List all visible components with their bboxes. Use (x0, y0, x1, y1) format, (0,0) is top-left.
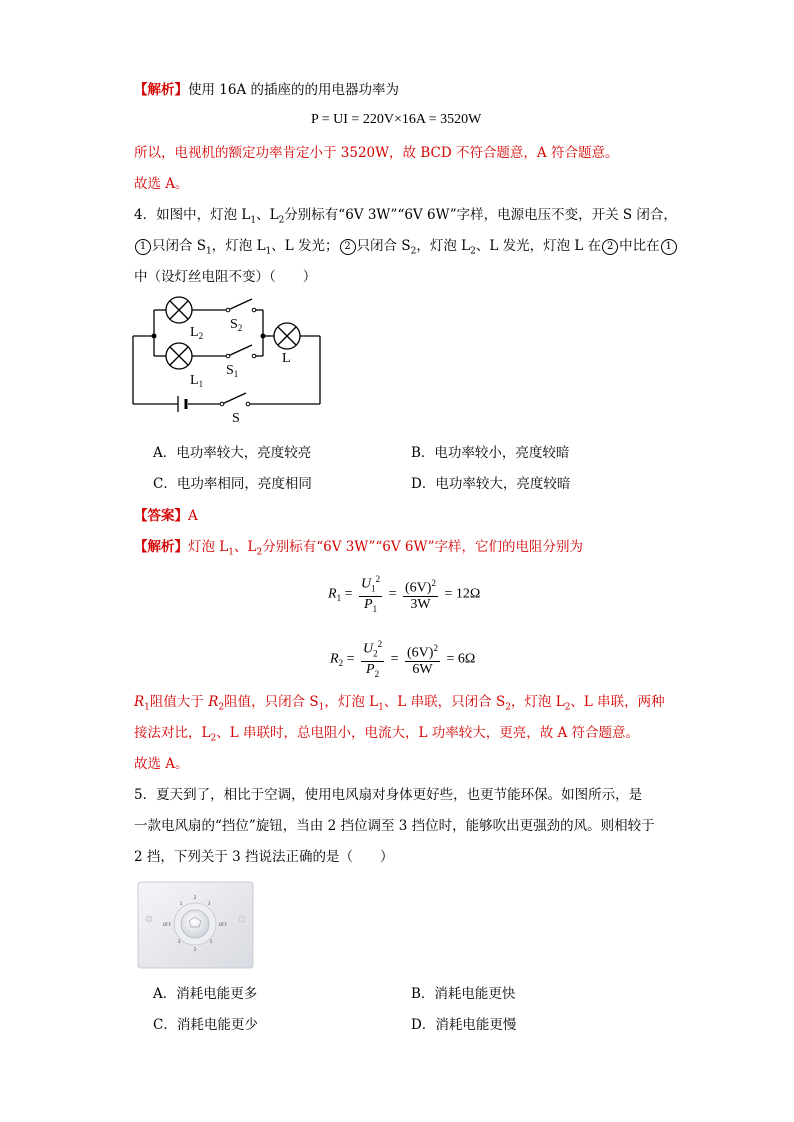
label-l: L (282, 351, 291, 366)
circled-number: 2 (340, 239, 356, 255)
q5-option-a[interactable]: A．消耗电能更多 (153, 986, 258, 1002)
option-c[interactable]: C．电功率相同，亮度相同 (153, 476, 312, 492)
q5-line-3: 2 挡，下列关于 3 挡说法正确的是（ ） (134, 849, 394, 865)
fan-knob-image (137, 881, 254, 969)
option-a[interactable]: A．电功率较大，亮度较亮 (153, 445, 312, 461)
equation-r1: $R_1$ = $\frac{U_1^2}{P_1}$ = $\frac{(6V)^2}{3W}$ = 12Ω (328, 571, 480, 617)
q5-option-b[interactable]: B．消耗电能更快 (411, 986, 516, 1002)
svg-text:2: 2 (193, 948, 197, 953)
option-d[interactable]: D．电功率较大，亮度较暗 (411, 476, 571, 492)
q4-line-1: 4．如图中，灯泡 $L_1$、$L_2$分别标有“6V 3W”“6V 6W”字样，电源电压不变，开关 S 闭合， (134, 207, 677, 226)
svg-text:1: 1 (209, 940, 213, 945)
analysis-conclusion: 所以，电视机的额定功率肯定小于 3520W，故 BCD 不符合题意，A 符合题意。 (134, 145, 619, 161)
label-s: S (232, 411, 240, 424)
circled-number: 1 (661, 239, 677, 255)
q5-option-d[interactable]: D．消耗电能更慢 (411, 1017, 517, 1033)
svg-text:1: 1 (179, 902, 183, 907)
label-l2: $L_2$ (190, 325, 204, 341)
q4-answer: 【答案】A (134, 508, 198, 524)
label-s1: $S_1$ (226, 363, 239, 379)
svg-text:OFF: OFF (162, 923, 172, 928)
q4-line-2: 1 只闭合 $S_1$，灯泡 $L_1$、L 发光； 2 只闭合 $S_2$，灯泡 $L_2$、L 发光，灯泡 L 在 2 中比在 1 (134, 236, 678, 262)
q4-line-3: 中（设灯丝电阻不变）（ ） (134, 269, 317, 285)
q4-explanation-2: 接法对比，$L_2$、L 串联时，总电阻小，电流大，L 功率较大，更亮，故 A 符合题意。 (134, 725, 640, 744)
q5-line-1: 5．夏天到了，相比于空调，使用电风扇对身体更好些，也更节能环保。如图所示，是 (134, 787, 643, 803)
circled-number: 2 (602, 239, 618, 255)
q5-line-2: 一款电风扇的“挡位”旋钮，当由 2 挡位调至 3 挡位时，能够吹出更强劲的风。则相较于 (134, 818, 655, 834)
label-l1: $L_1$ (190, 373, 204, 389)
q4-explanation-1: $R_1$阻值大于 $R_2$阻值，只闭合 $S_1$，灯泡 $L_1$、L 串联，只闭合 $S_2$，灯泡 $L_2$、L 串联，两种 (134, 694, 665, 713)
analysis-label: 【解析】 (134, 82, 188, 98)
svg-text:2: 2 (193, 896, 197, 901)
label-s2: $S_2$ (230, 317, 243, 333)
circuit-diagram (126, 296, 326, 424)
analysis-choice: 故选 A。 (134, 176, 189, 192)
circled-number: 1 (135, 239, 151, 255)
q5-option-c[interactable]: C．消耗电能更少 (153, 1017, 258, 1033)
power-equation: P = UI = 220V×16A = 3520W (311, 112, 482, 127)
analysis-text: 使用 16A 的插座的的用电器功率为 (188, 82, 400, 98)
option-b[interactable]: B．电功率较小，亮度较暗 (411, 445, 570, 461)
svg-text:OFF: OFF (218, 923, 228, 928)
q4-analysis-intro: 【解析】灯泡 $L_1$、$L_2$分别标有“6V 3W”“6V 6W”字样，它们的电阻分别为 (134, 539, 583, 558)
q4-choice: 故选 A。 (134, 756, 189, 772)
equation-r2: $R_2$ = $\frac{U_2^2}{P_2}$ = $\frac{(6V)^2}{6W}$ = 6Ω (330, 636, 475, 682)
svg-text:3: 3 (207, 902, 211, 907)
svg-text:3: 3 (177, 940, 181, 945)
analysis-line (134, 80, 399, 100)
